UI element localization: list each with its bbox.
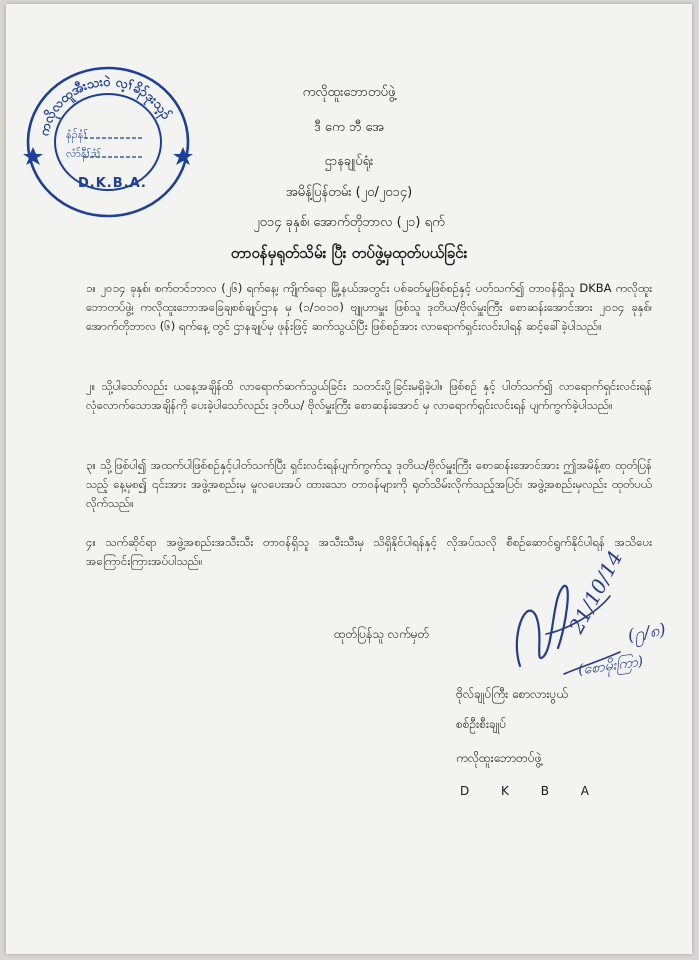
dkba-seal — [18, 54, 204, 230]
signatory-org: ကလိုထူးဘောတပ်ဖွဲ့ — [456, 751, 542, 765]
header-date: ၂၀၁၄ ခုနှစ်၊ အောက်တိုဘာလ (၂၁) ရက် — [253, 215, 445, 230]
header-org-abbrev: ဒီ ကေ ဘီ အေ — [314, 120, 384, 135]
paragraph-3: ၃။ သို့ဖြစ်ပါ၍ အထက်ပါဖြစ်စဉ်နှင့်ပါတ်သက်ပြီး ရှင်းလင်းရန်ပျက်ကွက်သူ ဒုတိယ/ဗိုလ်မှူးကြီး စောဆန်းအောင်အား ဤအမိန့်စာ ထုတ်ပြန်သည့် နေ့မှစ၍ ၎င်းအား အဖွဲ့အစည်းမှ မူလပေးအပ် ထားသော တာဝန်များကို ရုတ်သိမ်းလိုက်သည့်အပြင်၊ အဖွဲ့အစည်းမှလည်း ထုတ်ပယ်လိုက်သည်။ — [86, 458, 652, 510]
seal-org: D.K.B.A. — [78, 176, 147, 191]
header-notice-number: အမိန့်ပြန်တမ်း (၂၀/၂၀၁၄) — [285, 185, 413, 200]
paragraph-2: ၂။ သို့ပါသော်လည်း ယနေ့အချိန်ထိ လာရောက်ဆက်သွယ်ခြင်း သတင်းပို့ခြင်းမရှိခဲ့ပါ။ ဖြစ်စဉ် နှင့် ပါတ်သက်၍ လာရောက်ရှင်းလင်းရန် လုံလောက်သောအချိန်ကို ပေးခဲ့ပါသော်လည်း ဒုတိယ/ ဗိုလ်မှူးကြီး စောဆန်းအောင် မှ လာရောက်ရှင်းလင်းရန် ပျက်ကွက်ခဲ့ပါသည်။ — [86, 379, 652, 412]
header-org-burmese: ကလိုထူးဘောတပ်ဖွဲ့ — [302, 85, 396, 100]
signatory-position: စစ်ဦးစီးချုပ် — [456, 717, 507, 731]
document-page — [6, 4, 692, 954]
issued-by-label: ထုတ်ပြန်သူ လက်မှတ် — [334, 627, 430, 641]
handwritten-name: (စောမိုးကြာ) — [577, 653, 645, 679]
seal-graphic — [18, 54, 204, 230]
signatory-abbrev: D K B A — [460, 784, 603, 798]
signatory-name: ဗိုလ်ချုပ်ကြီး စောလားပွယ် — [456, 687, 568, 701]
seal-ring-text: ကလိုလထူအီးသးဝဲ လ့ၢ်ခိၣ်ဒုးသ့ၣ် — [37, 74, 174, 138]
document-title: တာဝန်မှရုတ်သိမ်း ပြီး တပ်ဖွဲ့မှထုတ်ပယ်ခြင်း — [230, 244, 468, 262]
paragraph-1: ၁။ ၂၀၁၄ ခုနှစ်၊ စက်တင်ဘာလ (၂၆) ရက်နေ့၊ ကျိုက်ရော မြို့နယ်အတွင်း ပစ်ခတ်မှုဖြစ်စဉ်နှင့် ပတ်သက်၍ တာဝန်ရှိသူ DKBA ကလိုထူးဘောတပ်ဖွဲ့၊ ကလိုထူးဘောအခြေချစစ်ချုပ်ဌာန မှ (၁/၁၀၁၀) ဗျူဟာမှူး ဖြစ်သူ ဒုတိယ/ဗိုလ်မှူးကြီး စောဆန်းအောင်အား ၂၀၁၄ ခုနှစ်၊ အောက်တိုဘာလ (၆) ရက်နေ့ တွင် ဌာနချုပ်မှ ဖုန်းဖြင့် ဆက်သွယ်ပြီး ဖြစ်စဉ်အား လာရောက်ရှင်းလင်းပါရန် ဆင့်ခေါ်ခဲ့ပါသည်။ — [86, 281, 652, 333]
seal-number-label: နံၣ်နံၢ် — [66, 128, 89, 141]
header-hq: ဌာနချုပ်ရုံး — [324, 154, 374, 169]
seal-sign-label: လံာ်နီၢ်ဒံၢ် — [66, 147, 102, 160]
handwritten-mark: (႐/၈) — [626, 619, 668, 647]
handwritten-signature — [506, 546, 696, 706]
paragraph-4: ၄။ သက်ဆိုင်ရာ အဖွဲ့အစည်းအသီးသီး တာဝန်ရှိသူ အသီးသီးမှ သိရှိနိုင်ပါရန်နှင့် လိုအပ်သလို စီစဉ်ဆောင်ရွက်နိုင်ပါရန် အသိပေး အကြောင်းကြားအပ်ပါသည်။ — [86, 535, 652, 568]
handwritten-date: 21/10/14 — [564, 546, 628, 638]
